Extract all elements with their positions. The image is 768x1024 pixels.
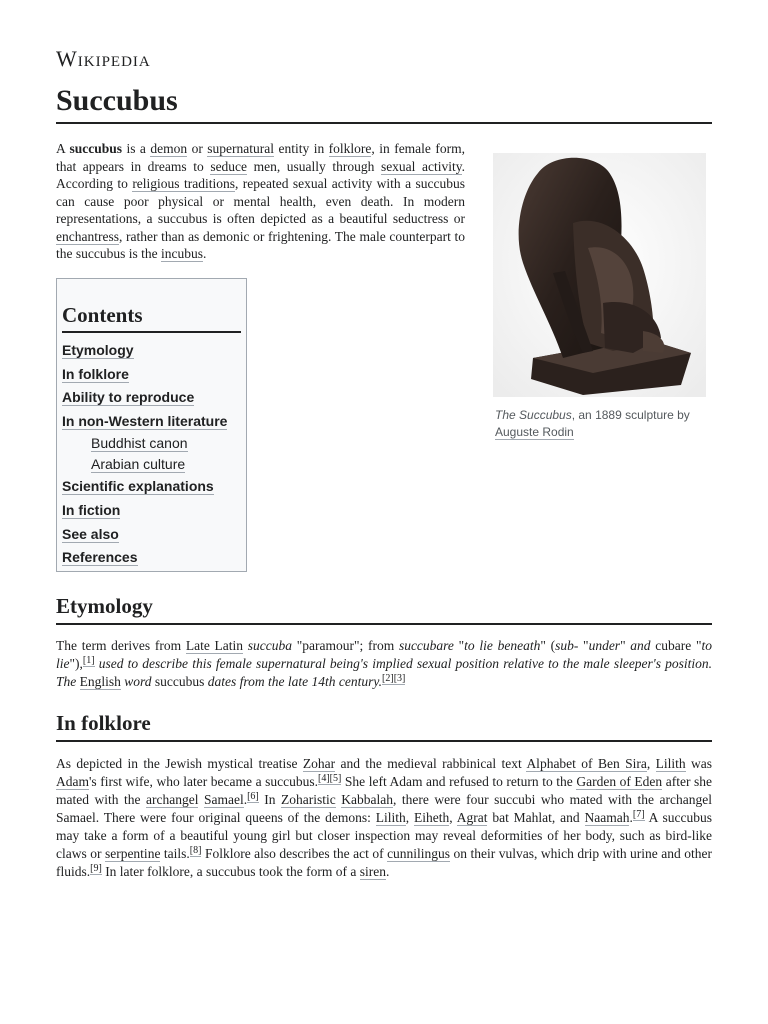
link-sexual-activity[interactable]: sexual activity [380, 158, 462, 174]
toc-item-ability-to-reproduce [62, 386, 241, 410]
toc-link[interactable]: Etymology [62, 342, 134, 358]
sculpture-illustration [493, 153, 706, 397]
link-serpentine[interactable]: serpentine [104, 846, 161, 861]
toc-title: Contents [62, 303, 241, 333]
figure-caption: The Succubus, an 1889 sculpture by Auguste Rodin [495, 408, 690, 439]
link-zohar[interactable]: Zohar [302, 756, 336, 771]
ref-9[interactable]: [9] [90, 862, 102, 874]
sculpture-image[interactable] [493, 153, 706, 397]
toc-item-arabian-culture [62, 454, 241, 475]
sculpture-figure [493, 153, 707, 441]
link-lilith[interactable]: Lilith [655, 756, 686, 771]
link-naamah[interactable]: Naamah [584, 810, 630, 825]
toc-link[interactable]: See also [62, 525, 119, 542]
heading-in-folklore: In folklore [56, 711, 712, 742]
toc-item-scientific-explanations [62, 475, 241, 499]
toc-link[interactable]: References [62, 549, 138, 566]
link-late-latin[interactable]: Late Latin [185, 638, 244, 653]
link-kabbalah[interactable]: Kabbalah [341, 792, 393, 807]
ref-8[interactable]: [8] [189, 844, 202, 856]
ref-5[interactable]: [5] [329, 772, 342, 784]
toc-item-etymology [62, 339, 241, 363]
toc-item-references [62, 546, 241, 570]
ref-1[interactable]: [1] [82, 654, 95, 666]
wikipedia-wordmark[interactable]: Wikipedia [56, 46, 151, 71]
link-seduce[interactable]: seduce [210, 158, 248, 174]
link-enchantress[interactable]: enchantress [56, 228, 119, 244]
link-agrat[interactable]: Agrat [456, 810, 488, 825]
ref-7[interactable]: [7] [632, 808, 645, 820]
toc-link[interactable]: Arabian culture [91, 456, 186, 473]
ref-6[interactable]: [6] [247, 790, 259, 802]
link-samael[interactable]: Samael [203, 792, 244, 807]
link-religious-traditions[interactable]: religious traditions [132, 176, 235, 191]
ref-3[interactable]: [3] [393, 672, 406, 684]
toc-link[interactable]: Buddhist canon [91, 435, 188, 452]
link-alphabet-of-ben-sira[interactable]: Alphabet of Ben Sira [526, 756, 647, 771]
link-english[interactable]: English [79, 674, 121, 689]
toc-link[interactable]: In non-Western literature [62, 412, 228, 429]
toc-item-non-western-literature [62, 410, 241, 434]
link-lilith-2[interactable]: Lilith [375, 810, 406, 825]
table-of-contents [56, 278, 247, 572]
etymology-paragraph: The term derives from Late Latin succuba "paramour"; from succubare "to lie beneath" (sub- "under" and cubare "to lie"),[1] used to describe this female supernatural being's implied sexual position relative to the male sleeper's position. The English word succubus dates from the late 14th century.[2][3] [56, 638, 712, 689]
link-zoharistic[interactable]: Zoharistic [281, 792, 336, 807]
link-demon[interactable]: demon [150, 141, 188, 156]
lead-paragraph: A succubus is a demon or supernatural entity in folklore, in female form, that appears in dreams to seduce men, usually through sexual activity. According to religious traditions, repeated sexual activity with a succubus can cause poor physical or mental health, even death. In modern representations, a succubus is often depicted as a beautiful seductress or enchantress, rather than as demonic or frightening. The male counterpart to the succubus is the incubus. [56, 141, 465, 261]
folklore-paragraph: As depicted in the Jewish mystical treatise Zohar and the medieval rabbinical text Alphabet of Ben Sira, Lilith was Adam's first wife, who later became a succubus.[4][5] She left Adam and refused to return to the Garden of Eden after she mated with the archangel Samael.[6] In Zoharistic Kabbalah, there were four succubi who mated with the archangel Samael. There were four original queens of the demons: Lilith, Eiheth, Agrat bat Mahlat, and Naamah.[7] A succubus may take a form of a beautiful young girl but closer inspection may reveal deformities of her body, such as bird-like claws or serpentine tails.[8] Folklore also describes the act of cunnilingus on their vulvas, which drip with urine and other fluids.[9] In later folklore, a succubus took the form of a siren. [56, 756, 713, 879]
link-adam[interactable]: Adam [56, 774, 89, 789]
link-incubus[interactable]: incubus [160, 246, 203, 261]
toc-link[interactable]: Ability to reproduce [62, 389, 195, 406]
page-title: Succubus [56, 84, 712, 124]
toc-list [62, 339, 241, 570]
link-archangel[interactable]: archangel [145, 792, 199, 807]
link-siren[interactable]: siren [359, 864, 386, 879]
link-auguste-rodin[interactable]: Auguste Rodin [495, 425, 574, 439]
toc-item-see-also [62, 523, 241, 547]
link-eiheth[interactable]: Eiheth [413, 810, 450, 825]
toc-link[interactable]: In fiction [62, 501, 121, 518]
link-folklore[interactable]: folklore [328, 141, 372, 156]
heading-etymology: Etymology [56, 594, 712, 625]
ref-4[interactable]: [4] [318, 772, 330, 784]
link-cunnilingus[interactable]: cunnilingus [387, 846, 451, 861]
toc-link[interactable]: In folklore [62, 365, 129, 382]
toc-link[interactable]: Scientific explanations [62, 478, 214, 495]
toc-item-buddhist-canon [62, 433, 241, 454]
link-supernatural[interactable]: supernatural [207, 141, 275, 156]
toc-item-in-fiction [62, 499, 241, 523]
toc-item-in-folklore [62, 363, 241, 387]
ref-2[interactable]: [2] [382, 672, 394, 684]
link-garden-of-eden[interactable]: Garden of Eden [576, 774, 663, 789]
